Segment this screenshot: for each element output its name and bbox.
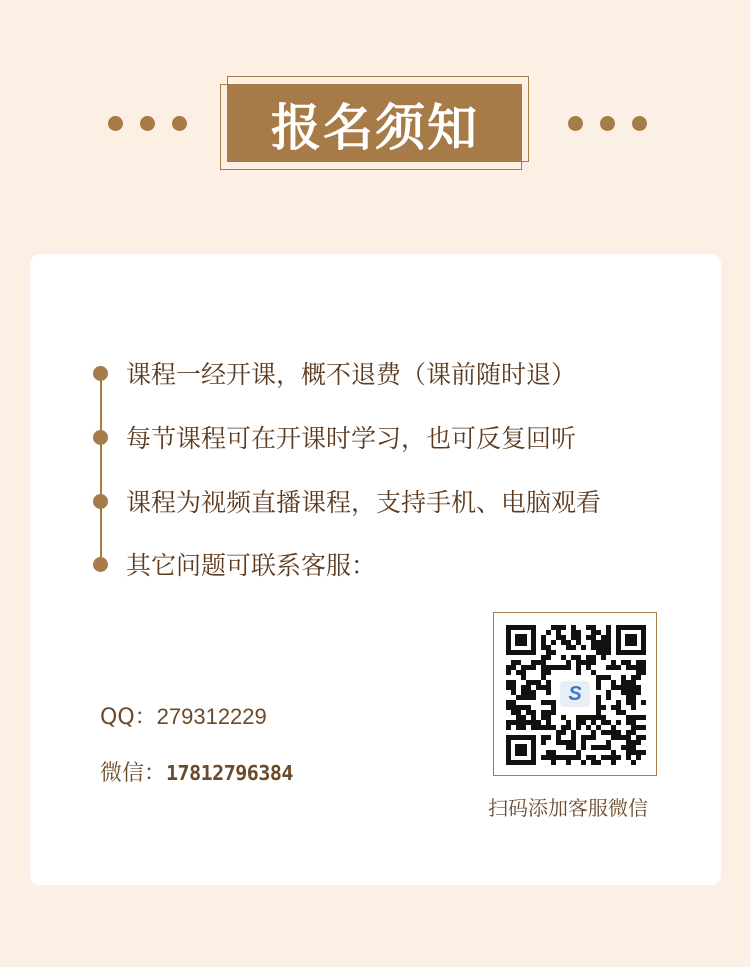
notice-text: 课程一经开课，概不退费（课前随时退）: [126, 360, 577, 389]
timeline-line: [100, 368, 102, 562]
qr-code[interactable]: [493, 612, 657, 776]
decorative-dots-left: [108, 116, 187, 131]
notice-item: [93, 546, 376, 582]
wechat-contact: [100, 756, 293, 787]
bullet-dot-icon: [93, 366, 108, 381]
page-title: 报名须知: [271, 97, 479, 157]
decorative-dots-right: [568, 116, 647, 131]
wechat-number[interactable]: 17812796384: [166, 761, 293, 785]
notice-text: 每节课程可在开课时学习，也可反复回听: [126, 424, 577, 453]
wechat-label: 微信：: [100, 761, 167, 786]
notice-item: [93, 355, 576, 391]
qr-logo: [556, 675, 594, 713]
qq-number[interactable]: 279312229: [156, 704, 267, 729]
bullet-dot-icon: [93, 430, 108, 445]
qr-caption: 扫码添加客服微信: [488, 796, 648, 820]
notice-item: [93, 419, 576, 455]
bullet-dot-icon: [93, 494, 108, 509]
notice-item: [93, 483, 601, 519]
title-banner: [228, 85, 522, 162]
notice-text: 课程为视频直播课程，支持手机、电脑观看: [126, 488, 602, 517]
notice-text: 其它问题可联系客服：: [126, 551, 377, 580]
brand-logo-icon: S: [560, 681, 590, 707]
bullet-dot-icon: [93, 557, 108, 572]
qq-label: QQ：: [100, 705, 157, 730]
qq-contact: [100, 700, 267, 731]
